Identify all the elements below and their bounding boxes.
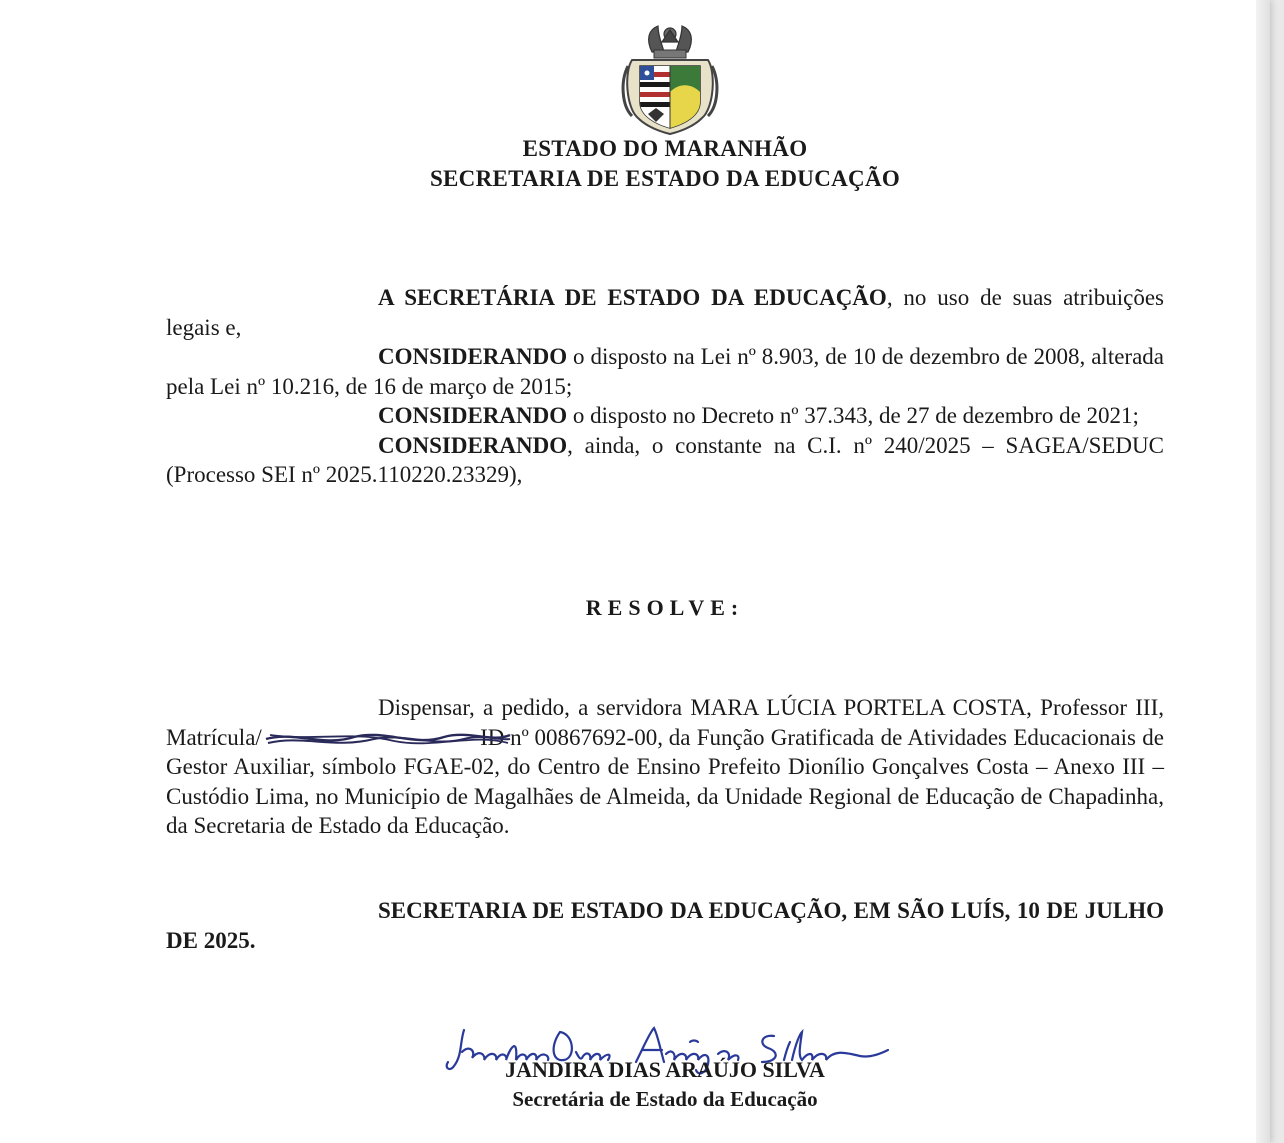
signatory-name: JANDIRA DIAS ARAÚJO SILVA xyxy=(505,1057,825,1082)
preamble-authority xyxy=(166,283,1164,342)
signatory-title: Secretária de Estado da Educação xyxy=(512,1087,818,1111)
authority-label: A SECRETÁRIA DE ESTADO DA EDUCAÇÃO xyxy=(378,285,887,310)
header-state: ESTADO DO MARANHÃO xyxy=(522,136,808,161)
redaction-scribble xyxy=(264,725,514,753)
redacted-text: ID nº 00867692-00, da xyxy=(480,724,691,750)
resolution-part2: Função Gratificada de Atividades Educacionais de Gestor Auxiliar, símbolo FGAE-02, do Centro de Ensino Prefeito Dionílio Gonçalves Costa – Anexo III – Custódio Lima, no Município de Magalhães de Almeida, da Unidade Regional de Educação de Chapadinha, da Secretaria de Estado da Educação. xyxy=(166,724,1164,838)
considerando-2 xyxy=(166,401,1164,431)
page-edge xyxy=(1256,0,1270,1143)
considerando-3-text: , ainda, o constante na C.I. nº 240/2025 – SAGEA/SEDUC (Processo SEI nº 2025.110220.23329), xyxy=(166,432,1164,487)
redacted-id xyxy=(268,723,690,753)
resolve-heading: RESOLVE: xyxy=(585,595,745,620)
considerando-3 xyxy=(166,431,1164,490)
considerando-2-label: CONSIDERANDO xyxy=(378,403,568,428)
considerando-1-label: CONSIDERANDO xyxy=(378,344,568,369)
considerando-2-text: o disposto no Decreto nº 37.343, de 27 de dezembro de 2021; xyxy=(567,403,1139,428)
resolution-paragraph xyxy=(166,693,1164,841)
closing-statement xyxy=(166,896,1164,956)
considerando-1-text: o disposto na Lei nº 8.903, de 10 de dezembro de 2008, alterada pela Lei nº 10.216, de 16 de março de 2015; xyxy=(166,344,1164,399)
resolution xyxy=(166,693,1164,841)
coat-of-arms-emblem xyxy=(618,22,722,138)
resolution-part1: Dispensar, a pedido, a servidora MARA LÚCIA PORTELA COSTA, Professor III, Matrícula/ xyxy=(166,695,1164,750)
considerando-1 xyxy=(166,342,1164,401)
authority-rest: , no uso de suas atribuições legais e, xyxy=(166,285,1164,340)
considerando-3-label: CONSIDERANDO xyxy=(378,432,568,458)
closing-text: SECRETARIA DE ESTADO DA EDUCAÇÃO, EM SÃO LUÍS, 10 DE JULHO DE 2025. xyxy=(166,898,1164,953)
preamble xyxy=(166,283,1164,490)
header-department: SECRETARIA DE ESTADO DA EDUCAÇÃO xyxy=(429,166,901,191)
